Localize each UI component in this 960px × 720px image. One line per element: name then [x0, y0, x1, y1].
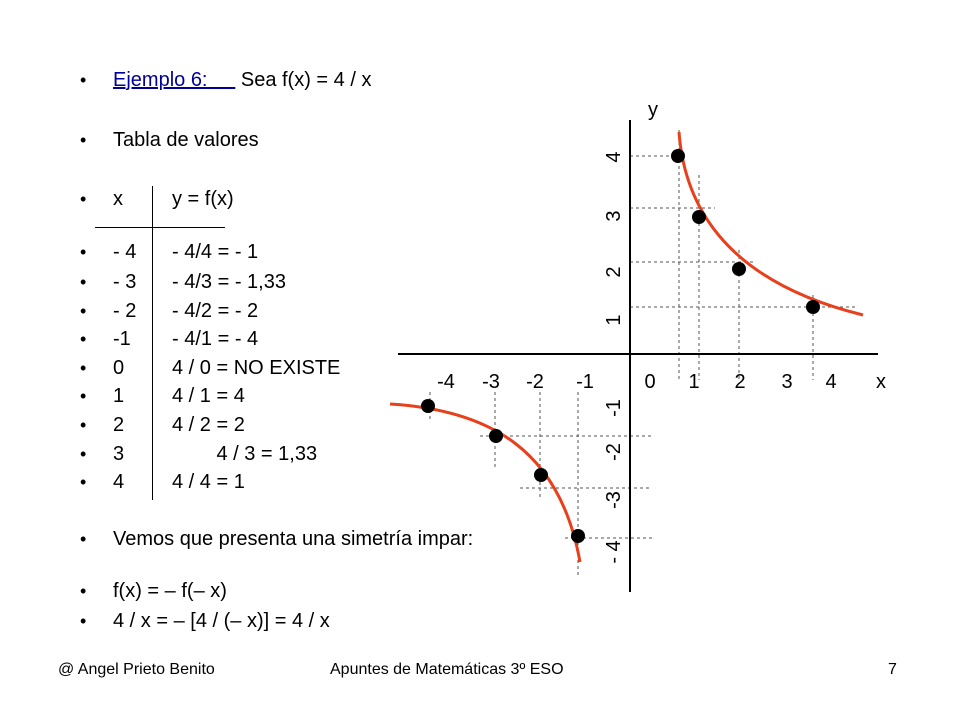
bullet: • [80, 272, 87, 292]
point [421, 399, 435, 413]
bullet: • [80, 611, 87, 631]
function-title: Sea f(x) = 4 / x [240, 69, 372, 91]
x-tick-label: 3 [781, 371, 793, 393]
bullet: • [80, 189, 87, 209]
y-tick-label: -1 [603, 399, 625, 417]
x-tick-label: -4 [437, 371, 455, 393]
bullet: • [80, 358, 87, 378]
row-y: - 4/4 = - 1 [172, 241, 259, 263]
bullet: • [80, 529, 87, 549]
row-x: - 2 [113, 300, 137, 322]
example-title: Ejemplo 6: [113, 69, 208, 91]
symmetry-text: Vemos que presenta una simetría impar: [113, 528, 474, 550]
bullet: • [80, 329, 87, 349]
guide-lines [430, 130, 858, 575]
x-tick-label: -2 [526, 371, 544, 393]
bullet: • [80, 301, 87, 321]
row-y: 4 / 3 = 1,33 [172, 443, 318, 465]
point [732, 262, 746, 276]
row-y: 4 / 4 = 1 [172, 471, 245, 493]
bullet: • [80, 70, 87, 90]
y-tick-labels [603, 151, 625, 563]
row-y: 4 / 1 = 4 [172, 385, 245, 407]
x-tick-label: -1 [576, 371, 594, 393]
y-tick-label: -2 [603, 443, 625, 461]
point [671, 149, 685, 163]
tabla-heading: Tabla de valores [113, 129, 259, 151]
y-tick-label: 4 [603, 151, 625, 163]
footer-page-number: 7 [888, 661, 897, 678]
y-tick-label: 2 [603, 266, 625, 278]
point [806, 300, 820, 314]
header-x: x [113, 188, 123, 210]
row-x: 0 [113, 357, 125, 379]
bullet: • [80, 130, 87, 150]
row-x: 4 [113, 471, 125, 493]
row-y: - 4/2 = - 2 [172, 300, 259, 322]
y-tick-label: 3 [603, 210, 625, 222]
x-tick-label: 0 [644, 371, 656, 393]
row-y: 4 / 0 = NO EXISTE [172, 357, 341, 379]
row-x: - 3 [113, 271, 137, 293]
y-tick-label: 1 [603, 314, 625, 326]
y-tick-label: - 4 [603, 540, 625, 564]
curve-branch-negative [390, 404, 580, 562]
x-tick-label: -3 [482, 371, 500, 393]
bullet: • [80, 444, 87, 464]
x-tick-label: 4 [825, 371, 837, 393]
x-axis-label: x [876, 371, 886, 393]
data-points [421, 149, 820, 543]
point [571, 529, 585, 543]
equation-odd: f(x) = – f(– x) [113, 580, 227, 602]
row-x: 3 [113, 443, 125, 465]
footer-author: @ Angel Prieto Benito [58, 661, 215, 678]
curve-branch-positive [679, 132, 863, 315]
equation-check: 4 / x = – [4 / (– x)] = 4 / x [113, 610, 330, 632]
x-tick-label: 1 [688, 371, 700, 393]
x-tick-labels [437, 371, 836, 393]
row-x: - 4 [113, 241, 137, 263]
bullet: • [80, 386, 87, 406]
point [534, 468, 548, 482]
bullet: • [80, 581, 87, 601]
row-y: - 4/3 = - 1,33 [172, 271, 286, 293]
row-x: 1 [113, 385, 125, 407]
bullet: • [80, 472, 87, 492]
row-y: - 4/1 = - 4 [172, 328, 259, 350]
y-tick-label: -3 [603, 491, 625, 509]
row-y: 4 / 2 = 2 [172, 414, 245, 436]
header-y: y = f(x) [172, 188, 234, 210]
point [692, 210, 706, 224]
y-axis-label: y [648, 99, 658, 121]
point [489, 429, 503, 443]
bullet: • [80, 415, 87, 435]
footer-course: Apuntes de Matemáticas 3º ESO [330, 661, 564, 678]
bullet: • [80, 242, 87, 262]
row-x: -1 [113, 328, 131, 350]
row-x: 2 [113, 414, 125, 436]
x-tick-label: 2 [734, 371, 746, 393]
